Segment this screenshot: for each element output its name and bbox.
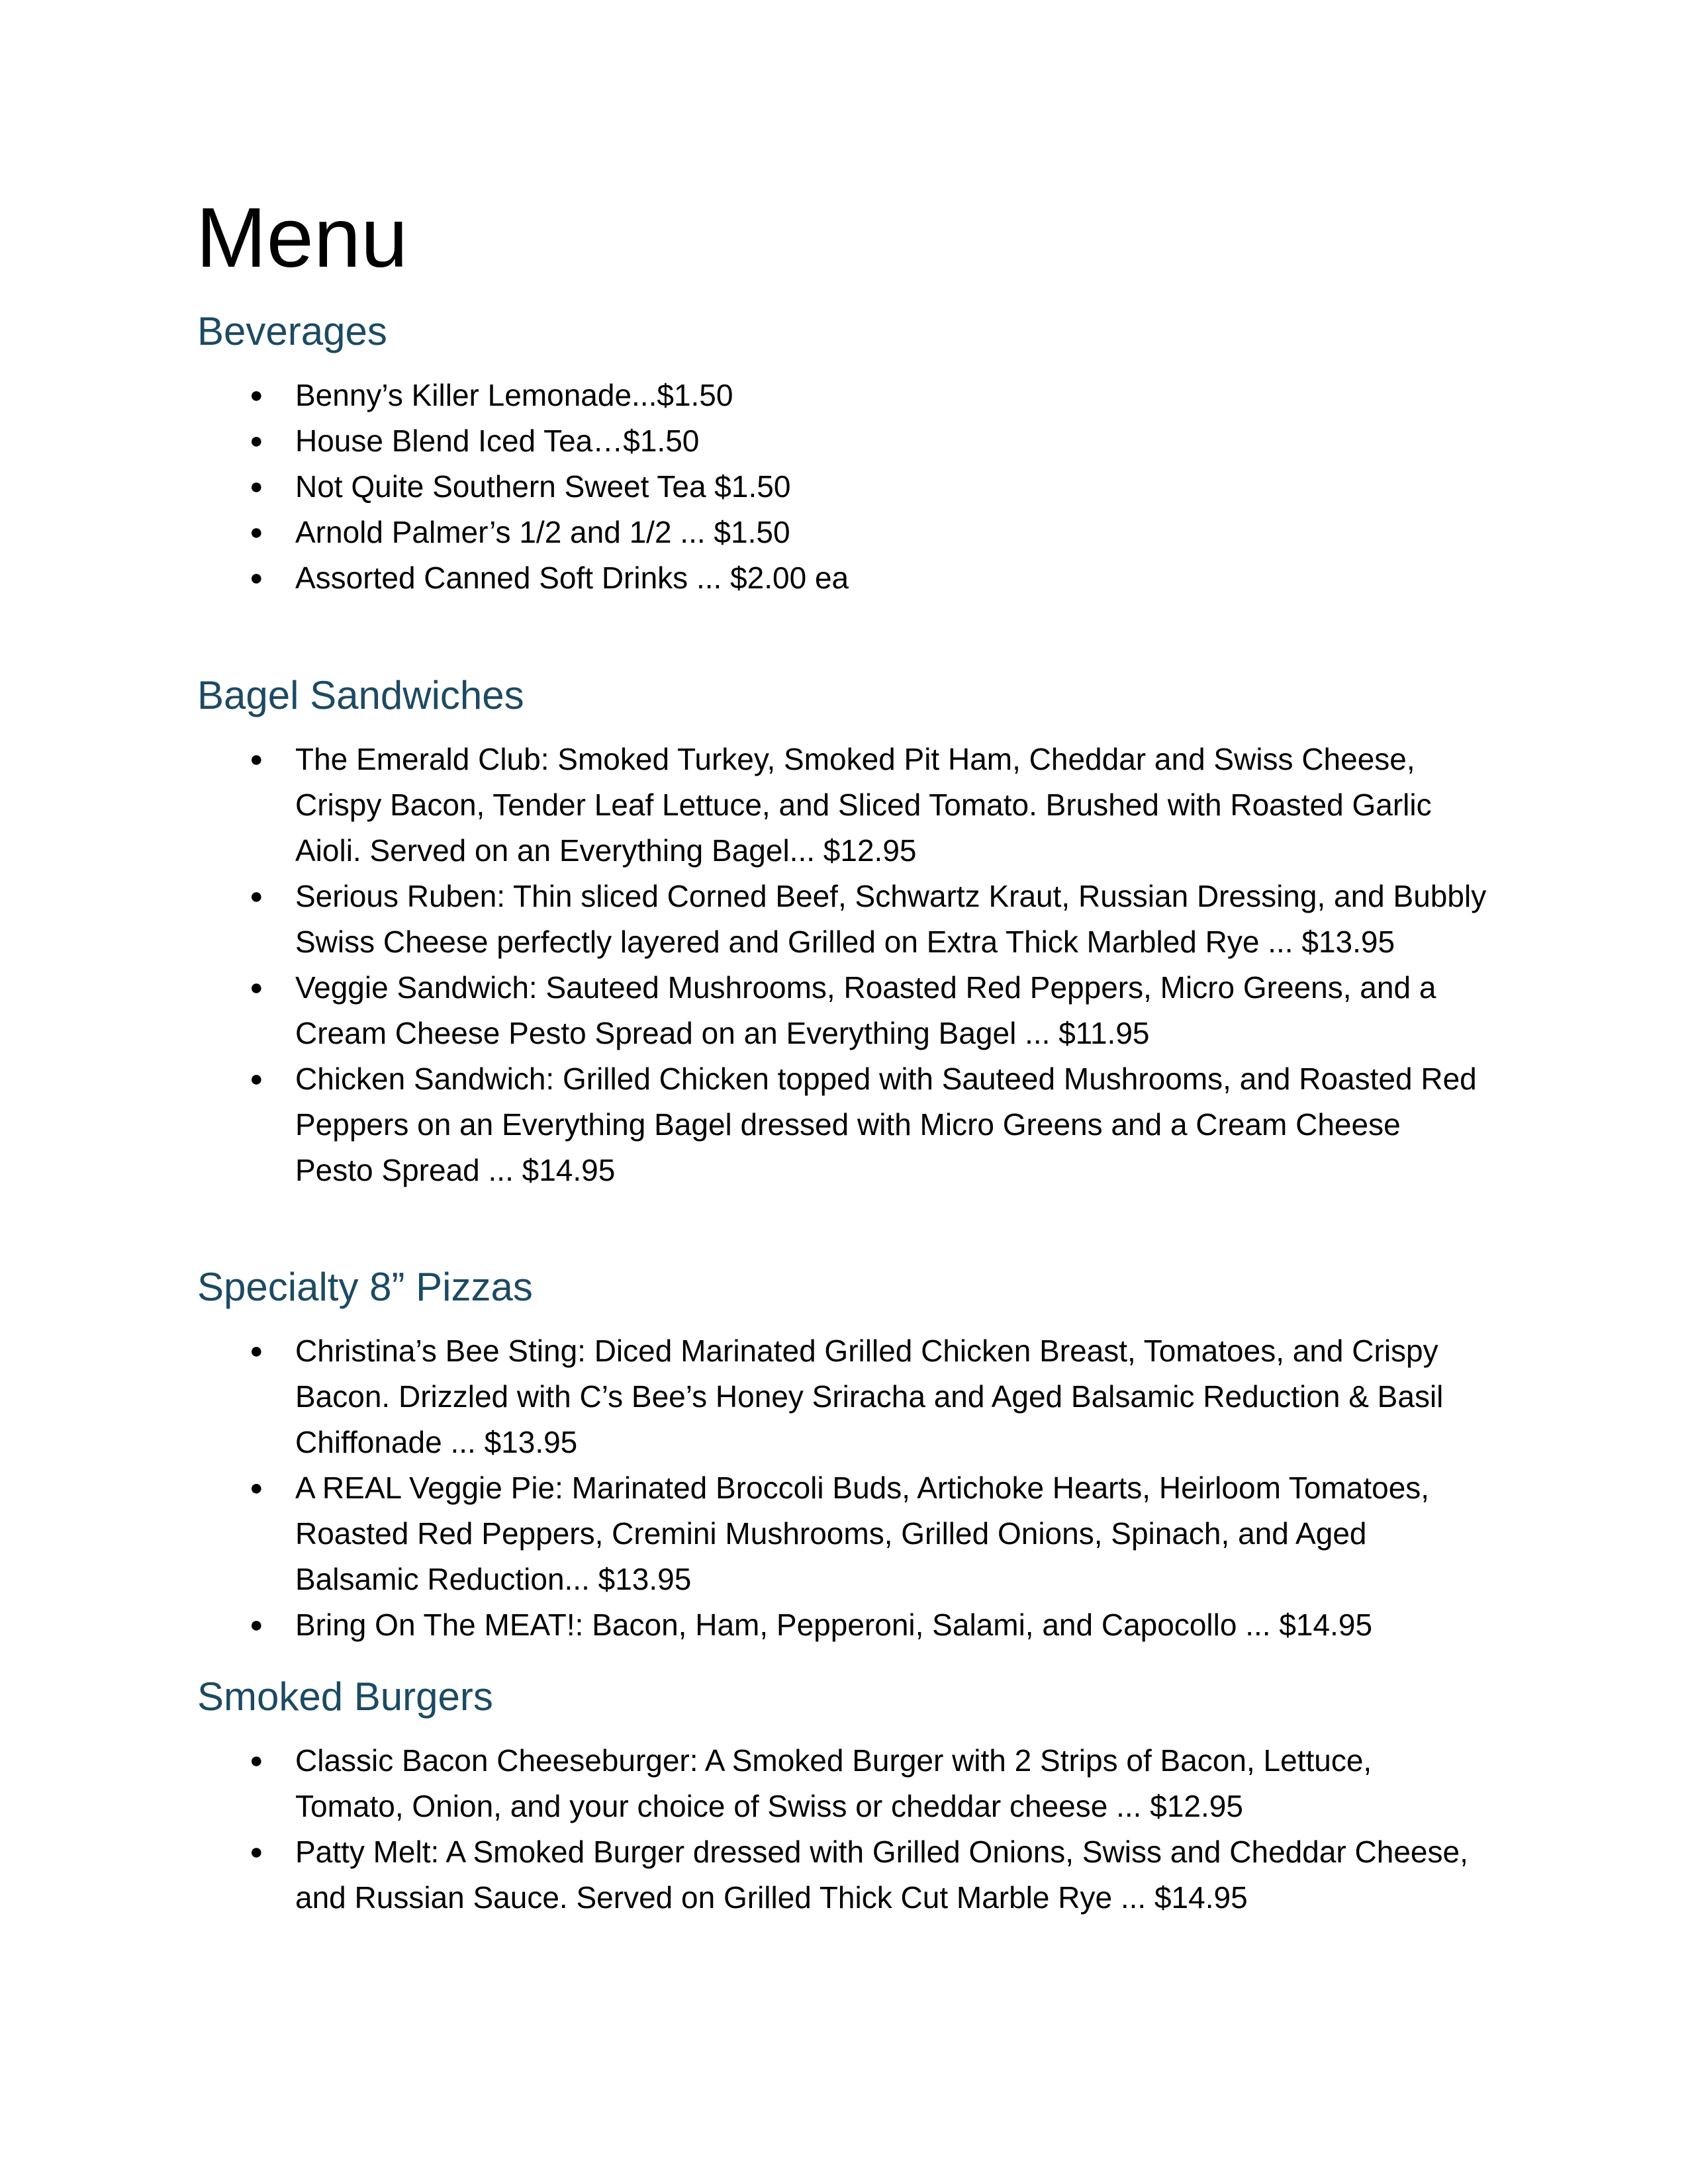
- section-heading: Bagel Sandwiches: [197, 673, 524, 717]
- list-item: [250, 874, 1487, 965]
- item-text: Serious Ruben: Thin sliced Corned Beef, Schwartz Kraut, Russian Dressing, and Bubbly Swiss Cheese perfectly layered and Grilled on Extra Thick Marbled Rye ... $13.95: [295, 879, 1487, 959]
- bullet-icon: ●: [250, 884, 263, 909]
- section-heading: Specialty 8” Pizzas: [197, 1265, 533, 1309]
- list-item: [250, 1829, 1487, 1921]
- item-list: [197, 373, 1488, 601]
- bullet-icon: ●: [250, 747, 263, 772]
- section-heading: Beverages: [197, 309, 387, 353]
- list-item: [250, 464, 1487, 510]
- bullet-icon: ●: [250, 1612, 263, 1637]
- list-item: [250, 418, 1487, 464]
- bullet-icon: ●: [250, 474, 263, 499]
- bullet-icon: ●: [250, 428, 263, 453]
- item-text: A REAL Veggie Pie: Marinated Broccoli Buds, Artichoke Hearts, Heirloom Tomatoes, Roasted Red Peppers, Cremini Mushrooms, Grilled Onions, Spinach, and Aged Balsamic Reduction... $13.95: [295, 1471, 1430, 1596]
- bullet-icon: ●: [250, 1839, 263, 1864]
- bullet-icon: ●: [250, 1748, 263, 1773]
- item-text: Benny’s Killer Lemonade...$1.50: [295, 378, 733, 412]
- item-text: Not Quite Southern Sweet Tea $1.50: [295, 469, 791, 504]
- bullet-icon: ●: [250, 383, 263, 408]
- item-text: Arnold Palmer’s 1/2 and 1/2 ... $1.50: [295, 515, 790, 549]
- item-list: [197, 737, 1488, 1193]
- bullet-icon: ●: [250, 1338, 263, 1363]
- list-item: [250, 1056, 1487, 1193]
- item-text: Christina’s Bee Sting: Diced Marinated Grilled Chicken Breast, Tomatoes, and Crispy Bacon. Drizzled with C’s Bee’s Honey Sriracha and Aged Balsamic Reduction & Basil Chiffonade ... $13.95: [295, 1334, 1444, 1459]
- item-text: House Blend Iced Tea…$1.50: [295, 424, 700, 458]
- section-specialty-pizzas: [197, 1263, 1488, 1648]
- list-item: [250, 1465, 1487, 1602]
- item-list: [197, 1738, 1488, 1921]
- section-bagel-sandwiches: [197, 672, 1488, 1193]
- item-text: Classic Bacon Cheeseburger: A Smoked Burger with 2 Strips of Bacon, Lettuce, Tomato, Onion, and your choice of Swiss or cheddar cheese ... $12.95: [295, 1743, 1372, 1823]
- section-beverages: [197, 308, 1488, 601]
- item-text: Chicken Sandwich: Grilled Chicken topped with Sauteed Mushrooms, and Roasted Red Peppers on an Everything Bagel dressed with Micro Greens and a Cream Cheese Pesto Spread ... $14.95: [295, 1062, 1477, 1187]
- list-item: [250, 510, 1487, 555]
- list-item: [250, 555, 1487, 601]
- list-item: [250, 373, 1487, 418]
- bullet-icon: ●: [250, 1066, 263, 1091]
- item-text: Patty Melt: A Smoked Burger dressed with Grilled Onions, Swiss and Cheddar Cheese, and Russian Sauce. Served on Grilled Thick Cut Marble Rye ... $14.95: [295, 1835, 1468, 1915]
- item-list: [197, 1328, 1488, 1648]
- list-item: [250, 965, 1487, 1056]
- bullet-icon: ●: [250, 565, 263, 590]
- list-item: [250, 1602, 1487, 1648]
- section-heading: Smoked Burgers: [197, 1674, 493, 1719]
- list-item: [250, 1328, 1487, 1465]
- item-text: Bring On The MEAT!: Bacon, Ham, Pepperoni, Salami, and Capocollo ... $14.95: [295, 1608, 1373, 1642]
- list-item: [250, 737, 1487, 874]
- bullet-icon: ●: [250, 1475, 263, 1500]
- item-text: Assorted Canned Soft Drinks ... $2.00 ea: [295, 561, 849, 595]
- item-text: The Emerald Club: Smoked Turkey, Smoked Pit Ham, Cheddar and Swiss Cheese, Crispy Bacon, Tender Leaf Lettuce, and Sliced Tomato. Brushed with Roasted Garlic Aioli. Served on an Everything Bagel... $12.95: [295, 742, 1432, 868]
- list-item: [250, 1738, 1487, 1829]
- bullet-icon: ●: [250, 520, 263, 545]
- page-title: Menu: [196, 191, 408, 285]
- bullet-icon: ●: [250, 975, 263, 1000]
- section-smoked-burgers: [197, 1673, 1488, 1921]
- item-text: Veggie Sandwich: Sauteed Mushrooms, Roasted Red Peppers, Micro Greens, and a Cream Cheese Pesto Spread on an Everything Bagel ... $11.95: [295, 970, 1436, 1050]
